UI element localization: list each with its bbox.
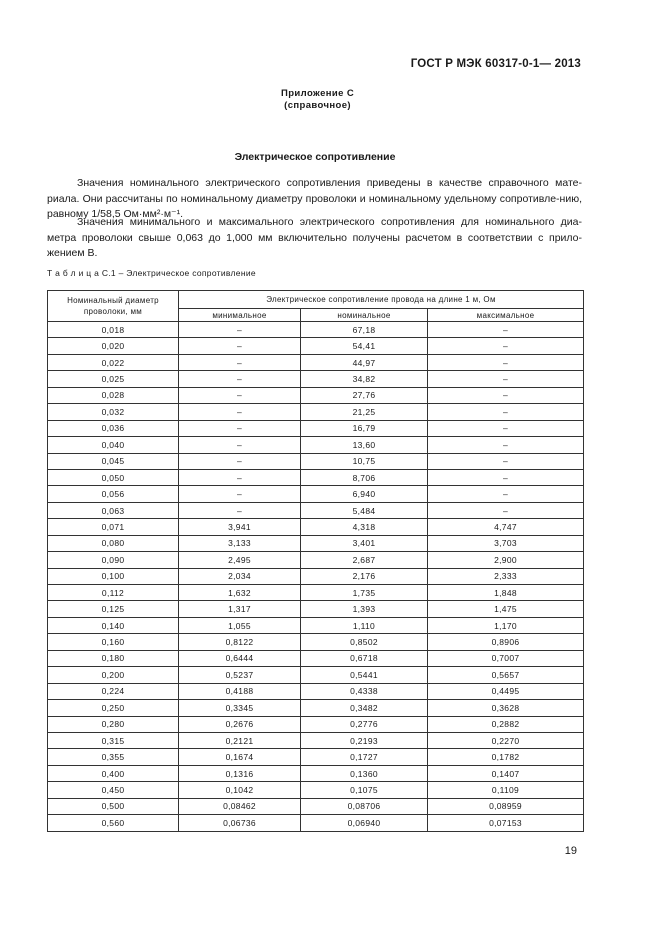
- cell-diameter: 0,018: [48, 322, 179, 338]
- cell-diameter: 0,036: [48, 420, 179, 436]
- cell-maximum: 4,747: [428, 519, 584, 535]
- cell-minimum: –: [179, 469, 301, 485]
- cell-nominal: 16,79: [301, 420, 428, 436]
- table-row: [48, 552, 584, 568]
- table-row: [48, 404, 584, 420]
- cell-minimum: –: [179, 371, 301, 387]
- cell-minimum: –: [179, 453, 301, 469]
- table-row: [48, 469, 584, 485]
- header-nominal: номинальное: [301, 309, 428, 322]
- cell-minimum: –: [179, 502, 301, 518]
- cell-diameter: 0,125: [48, 601, 179, 617]
- cell-nominal: 5,484: [301, 502, 428, 518]
- cell-nominal: 1,735: [301, 585, 428, 601]
- cell-nominal: 0,4338: [301, 683, 428, 699]
- annex-subtitle: (справочное): [284, 100, 351, 111]
- section-title: Электрическое сопротивление: [234, 151, 396, 163]
- cell-diameter: 0,100: [48, 568, 179, 584]
- table-row: [48, 765, 584, 781]
- cell-nominal: 8,706: [301, 469, 428, 485]
- cell-diameter: 0,040: [48, 437, 179, 453]
- cell-nominal: 0,2776: [301, 716, 428, 732]
- cell-maximum: 1,848: [428, 585, 584, 601]
- cell-minimum: 2,034: [179, 568, 301, 584]
- cell-maximum: 1,170: [428, 617, 584, 633]
- cell-maximum: –: [428, 322, 584, 338]
- cell-minimum: 2,495: [179, 552, 301, 568]
- table-row: [48, 617, 584, 633]
- cell-nominal: 21,25: [301, 404, 428, 420]
- cell-minimum: 0,2676: [179, 716, 301, 732]
- table-row: [48, 535, 584, 551]
- cell-minimum: 1,632: [179, 585, 301, 601]
- cell-minimum: 0,6444: [179, 650, 301, 666]
- annex-title: Приложение С: [281, 88, 355, 99]
- cell-maximum: 0,2882: [428, 716, 584, 732]
- cell-diameter: 0,071: [48, 519, 179, 535]
- cell-maximum: –: [428, 469, 584, 485]
- cell-diameter: 0,355: [48, 749, 179, 765]
- cell-nominal: 0,5441: [301, 667, 428, 683]
- cell-diameter: 0,224: [48, 683, 179, 699]
- cell-minimum: –: [179, 486, 301, 502]
- table-row: [48, 815, 584, 831]
- cell-maximum: –: [428, 338, 584, 354]
- table-row: [48, 667, 584, 683]
- table-row: [48, 502, 584, 518]
- table-row: [48, 322, 584, 338]
- cell-maximum: –: [428, 387, 584, 403]
- table-row: [48, 650, 584, 666]
- table-row: [48, 371, 584, 387]
- cell-maximum: –: [428, 502, 584, 518]
- cell-minimum: 1,317: [179, 601, 301, 617]
- cell-nominal: 6,940: [301, 486, 428, 502]
- cell-maximum: 0,5657: [428, 667, 584, 683]
- cell-diameter: 0,020: [48, 338, 179, 354]
- cell-maximum: 2,900: [428, 552, 584, 568]
- cell-nominal: 27,76: [301, 387, 428, 403]
- cell-maximum: 0,1407: [428, 765, 584, 781]
- cell-nominal: 1,110: [301, 617, 428, 633]
- cell-minimum: 0,1316: [179, 765, 301, 781]
- cell-maximum: –: [428, 354, 584, 370]
- cell-nominal: 1,393: [301, 601, 428, 617]
- header-minimum: минимальное: [179, 309, 301, 322]
- cell-nominal: 10,75: [301, 453, 428, 469]
- cell-nominal: 0,8502: [301, 634, 428, 650]
- cell-diameter: 0,056: [48, 486, 179, 502]
- cell-nominal: 0,6718: [301, 650, 428, 666]
- cell-maximum: 0,1782: [428, 749, 584, 765]
- cell-nominal: 67,18: [301, 322, 428, 338]
- cell-maximum: –: [428, 404, 584, 420]
- cell-maximum: 1,475: [428, 601, 584, 617]
- table-row: [48, 716, 584, 732]
- cell-diameter: 0,160: [48, 634, 179, 650]
- cell-nominal: 0,1727: [301, 749, 428, 765]
- cell-nominal: 2,176: [301, 568, 428, 584]
- table-row: [48, 519, 584, 535]
- cell-maximum: 0,1109: [428, 782, 584, 798]
- cell-maximum: 0,08959: [428, 798, 584, 814]
- cell-maximum: 0,7007: [428, 650, 584, 666]
- cell-minimum: 1,055: [179, 617, 301, 633]
- cell-maximum: –: [428, 486, 584, 502]
- cell-minimum: 0,4188: [179, 683, 301, 699]
- standard-header: ГОСТ Р МЭК 60317-0-1— 2013: [410, 58, 581, 70]
- cell-minimum: 0,1674: [179, 749, 301, 765]
- cell-minimum: –: [179, 437, 301, 453]
- cell-maximum: –: [428, 420, 584, 436]
- cell-diameter: 0,022: [48, 354, 179, 370]
- cell-maximum: –: [428, 371, 584, 387]
- cell-diameter: 0,045: [48, 453, 179, 469]
- table-row: [48, 634, 584, 650]
- table-row: [48, 798, 584, 814]
- cell-nominal: 34,82: [301, 371, 428, 387]
- table-row: [48, 585, 584, 601]
- cell-diameter: 0,280: [48, 716, 179, 732]
- table-row: [48, 387, 584, 403]
- cell-nominal: 3,401: [301, 535, 428, 551]
- cell-diameter: 0,315: [48, 732, 179, 748]
- header-diameter: Номинальный диаметр проволоки, мм: [48, 291, 179, 322]
- resistance-table: [47, 290, 584, 832]
- cell-maximum: –: [428, 437, 584, 453]
- table-row: [48, 486, 584, 502]
- cell-minimum: –: [179, 420, 301, 436]
- cell-nominal: 0,08706: [301, 798, 428, 814]
- cell-minimum: 0,1042: [179, 782, 301, 798]
- cell-diameter: 0,250: [48, 700, 179, 716]
- table-row: [48, 782, 584, 798]
- cell-diameter: 0,450: [48, 782, 179, 798]
- cell-diameter: 0,080: [48, 535, 179, 551]
- cell-maximum: 2,333: [428, 568, 584, 584]
- cell-diameter: 0,028: [48, 387, 179, 403]
- page-number: 19: [564, 845, 577, 857]
- cell-diameter: 0,063: [48, 502, 179, 518]
- cell-minimum: 0,3345: [179, 700, 301, 716]
- table-row: [48, 700, 584, 716]
- table-row: [48, 732, 584, 748]
- cell-diameter: 0,400: [48, 765, 179, 781]
- cell-minimum: 0,08462: [179, 798, 301, 814]
- cell-minimum: –: [179, 322, 301, 338]
- cell-minimum: –: [179, 354, 301, 370]
- cell-diameter: 0,050: [48, 469, 179, 485]
- cell-maximum: 0,3628: [428, 700, 584, 716]
- cell-minimum: 0,5237: [179, 667, 301, 683]
- cell-nominal: 2,687: [301, 552, 428, 568]
- cell-nominal: 54,41: [301, 338, 428, 354]
- cell-diameter: 0,560: [48, 815, 179, 831]
- annex-heading: [281, 88, 354, 112]
- cell-nominal: 0,1360: [301, 765, 428, 781]
- cell-diameter: 0,180: [48, 650, 179, 666]
- table-row: [48, 683, 584, 699]
- cell-nominal: 0,1075: [301, 782, 428, 798]
- cell-diameter: 0,200: [48, 667, 179, 683]
- cell-minimum: 0,06736: [179, 815, 301, 831]
- table-row: [48, 601, 584, 617]
- cell-diameter: 0,140: [48, 617, 179, 633]
- cell-maximum: 0,4495: [428, 683, 584, 699]
- cell-nominal: 4,318: [301, 519, 428, 535]
- header-resistance-group: Электрическое сопротивление провода на длине 1 м, Ом: [179, 291, 584, 309]
- table-row: [48, 453, 584, 469]
- cell-diameter: 0,090: [48, 552, 179, 568]
- cell-minimum: 0,8122: [179, 634, 301, 650]
- cell-nominal: 44,97: [301, 354, 428, 370]
- table-caption: Т а б л и ц а С.1 – Электрическое сопротивление: [47, 268, 256, 278]
- cell-minimum: 3,941: [179, 519, 301, 535]
- cell-minimum: 0,2121: [179, 732, 301, 748]
- cell-maximum: 0,8906: [428, 634, 584, 650]
- cell-minimum: –: [179, 338, 301, 354]
- paragraph-min-max-resistance: Значения минимального и максимального электрического сопротивления для номинального диа-метра проволоки свыше 0,063 до 1,000 мм включительно получены расчетом в соответствии с прило-жением В.: [47, 216, 582, 259]
- cell-maximum: 0,2270: [428, 732, 584, 748]
- cell-maximum: 0,07153: [428, 815, 584, 831]
- cell-diameter: 0,032: [48, 404, 179, 420]
- cell-diameter: 0,500: [48, 798, 179, 814]
- cell-diameter: 0,025: [48, 371, 179, 387]
- cell-nominal: 0,06940: [301, 815, 428, 831]
- table-row: [48, 354, 584, 370]
- cell-minimum: –: [179, 387, 301, 403]
- table-row: [48, 420, 584, 436]
- paragraph-nominal-resistance: Значения номинального электрического сопротивления приведены в качестве справочного мате-риала. Они рассчитаны по номинальному диаметру проволоки и номинальному удельному сопротивле-нию, равному 1/58,5 Ом·мм²·м⁻¹.: [47, 177, 582, 220]
- header-maximum: максимальное: [428, 309, 584, 322]
- cell-nominal: 13,60: [301, 437, 428, 453]
- cell-minimum: 3,133: [179, 535, 301, 551]
- table-row: [48, 568, 584, 584]
- cell-diameter: 0,112: [48, 585, 179, 601]
- cell-minimum: –: [179, 404, 301, 420]
- table-row: [48, 749, 584, 765]
- cell-maximum: 3,703: [428, 535, 584, 551]
- table-body: [48, 322, 584, 832]
- cell-nominal: 0,2193: [301, 732, 428, 748]
- table-row: [48, 338, 584, 354]
- cell-maximum: –: [428, 453, 584, 469]
- table-row: [48, 437, 584, 453]
- cell-nominal: 0,3482: [301, 700, 428, 716]
